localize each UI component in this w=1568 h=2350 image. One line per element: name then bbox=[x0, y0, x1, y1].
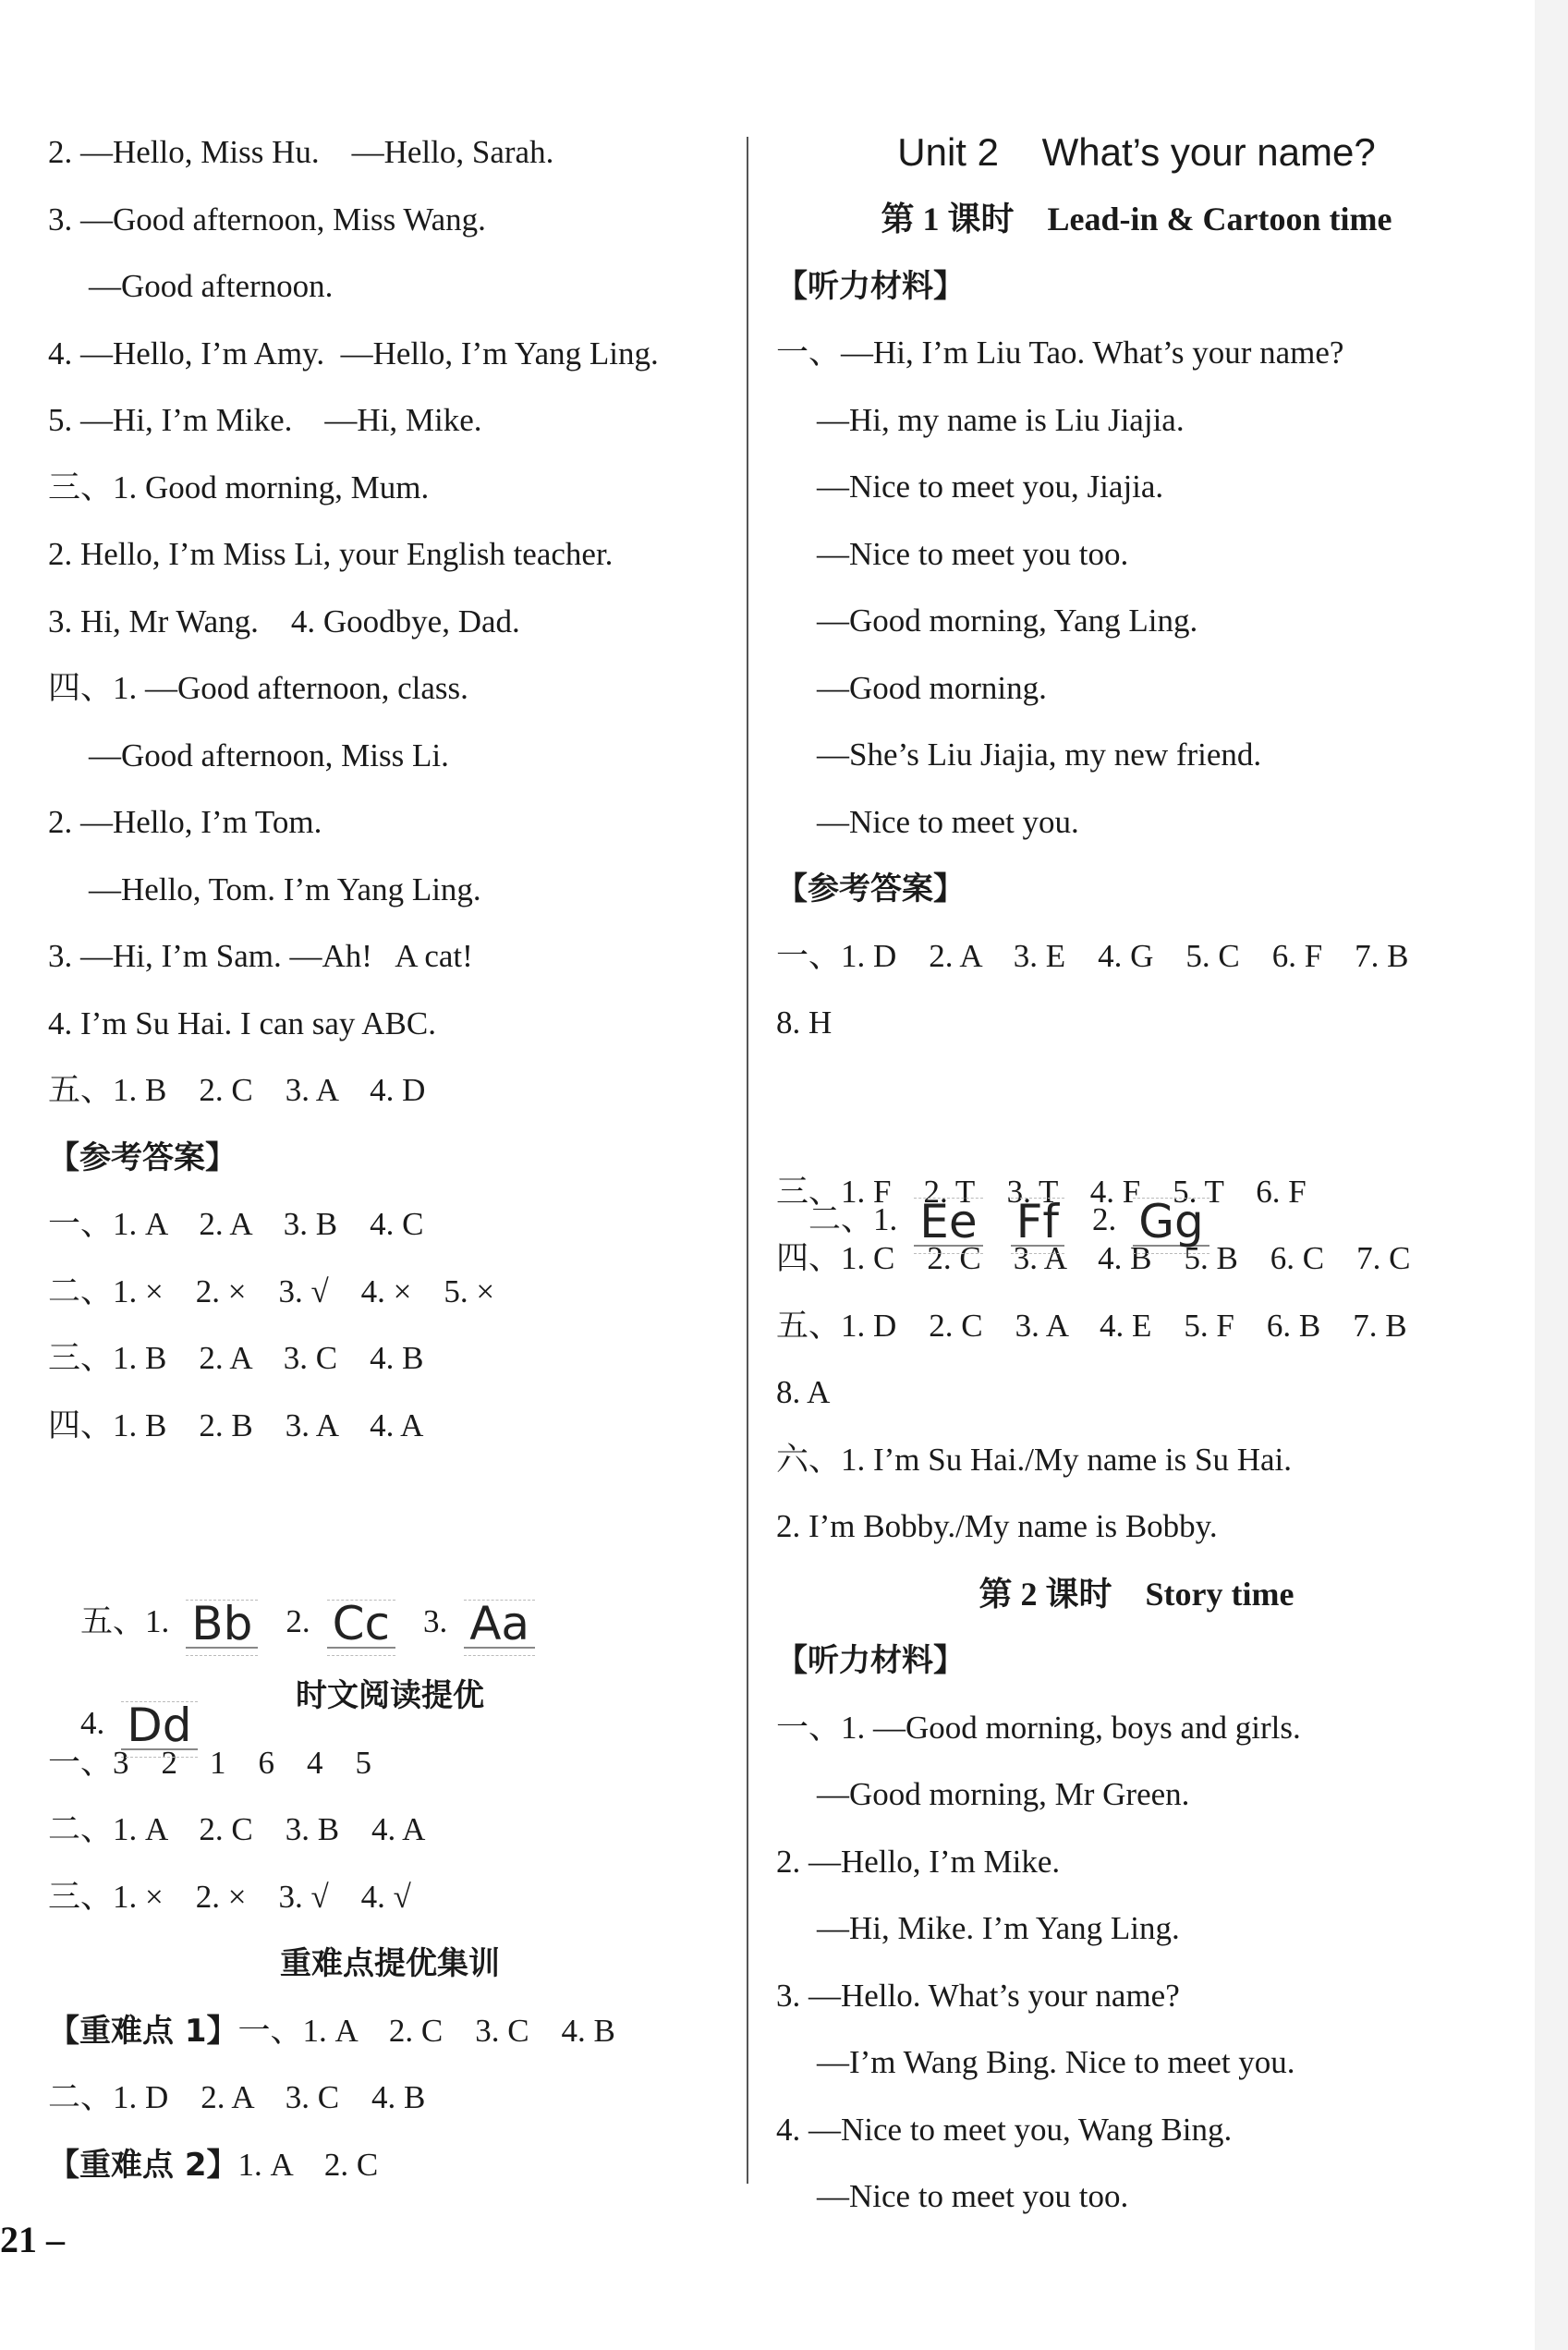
listening-line: 3. —Hello. What’s your name? bbox=[776, 1977, 1180, 2014]
answer-line: 三、1. × 2. × 3. √ 4. √ bbox=[48, 1878, 411, 1915]
listening-line: 2. —Hello, I’m Mike. bbox=[776, 1843, 1061, 1880]
answer-line: 五、1. D 2. C 3. A 4. E 5. F 6. B 7. B bbox=[776, 1307, 1407, 1344]
answer-line: 三、1. B 2. A 3. C 4. B bbox=[48, 1340, 424, 1376]
answer-line: 一、1. A 2. A 3. B 4. C bbox=[48, 1206, 424, 1242]
section-title: 重难点提优集训 bbox=[280, 1945, 500, 1982]
answer-line: 四、1. —Good afternoon, class. bbox=[48, 670, 468, 706]
answer-line: 二、1. D 2. A 3. C 4. B bbox=[48, 2079, 426, 2115]
listening-line: —Nice to meet you too. bbox=[817, 2178, 1129, 2214]
focus-answers: 1. A 2. C bbox=[237, 2146, 379, 2183]
column-divider bbox=[747, 137, 748, 2184]
answer-line: 4. I’m Su Hai. I can say ABC. bbox=[48, 1005, 436, 1041]
listening-line: 一、1. —Good morning, boys and girls. bbox=[776, 1709, 1301, 1746]
question-number: 2. bbox=[1092, 1200, 1117, 1237]
answer-line: 4. —Hello, I’m Amy. —Hello, I’m Yang Ling. bbox=[48, 335, 659, 371]
question-prefix: 二、1. bbox=[808, 1200, 898, 1237]
answer-line: 六、1. I’m Su Hai./My name is Su Hai. bbox=[776, 1441, 1293, 1478]
listening-line: —She’s Liu Jiajia, my new friend. bbox=[817, 737, 1262, 773]
answer-line: —Good afternoon. bbox=[89, 268, 334, 304]
unit-title: Unit 2 What’s your name? bbox=[897, 130, 1376, 174]
listening-line: 一、—Hi, I’m Liu Tao. What’s your name? bbox=[776, 335, 1344, 371]
answer-line: 3. —Good afternoon, Miss Wang. bbox=[48, 201, 486, 237]
right-column bbox=[776, 129, 1497, 2241]
handwritten-letters: Ee bbox=[914, 1198, 982, 1247]
listening-line: —Nice to meet you too. bbox=[817, 535, 1129, 572]
answer-line: 8. H bbox=[776, 1005, 833, 1041]
handwritten-letters: Cc bbox=[327, 1600, 395, 1649]
listening-line: —Good morning, Mr Green. bbox=[817, 1776, 1190, 1812]
listening-line: —I’m Wang Bing. Nice to meet you. bbox=[817, 2044, 1295, 2080]
question-prefix: 五、1. bbox=[80, 1603, 170, 1639]
answer-line: 2. —Hello, I’m Tom. bbox=[48, 804, 322, 840]
section-title: 时文阅读提优 bbox=[296, 1677, 484, 1714]
answer-line: 一、3 2 1 6 4 5 bbox=[48, 1744, 372, 1781]
answer-line: —Hello, Tom. I’m Yang Ling. bbox=[89, 871, 481, 907]
handwritten-letters: Dd bbox=[121, 1701, 197, 1750]
listening-line: —Hi, Mike. I’m Yang Ling. bbox=[817, 1910, 1180, 1946]
listening-header: 【听力材料】 bbox=[776, 1642, 965, 1679]
answer-line: 3. Hi, Mr Wang. 4. Goodbye, Dad. bbox=[48, 603, 520, 639]
answer-line: 四、1. C 2. C 3. A 4. B 5. B 6. C 7. C bbox=[776, 1240, 1411, 1276]
question-number: 2. bbox=[286, 1603, 310, 1639]
answer-line: 五、1. B 2. C 3. A 4. D bbox=[48, 1072, 426, 1108]
answer-line bbox=[48, 2142, 732, 2210]
listening-line: —Good morning, Yang Ling. bbox=[817, 603, 1198, 639]
focus-label: 【重难点 1】 bbox=[48, 2012, 238, 2050]
answer-line: 二、1. × 2. × 3. √ 4. × 5. × bbox=[48, 1272, 495, 1309]
answer-line: 8. A bbox=[776, 1374, 831, 1410]
handwritten-letters: Aa bbox=[464, 1600, 535, 1649]
question-number: 4. bbox=[80, 1705, 105, 1741]
lesson-title: 第 2 课时 Story time bbox=[978, 1575, 1295, 1613]
lesson-title: 第 1 课时 Lead-in & Cartoon time bbox=[881, 201, 1392, 237]
answer-line: 四、1. B 2. B 3. A 4. A bbox=[48, 1406, 424, 1443]
answer-line: 一、1. D 2. A 3. E 4. G 5. C 6. F 7. B bbox=[776, 937, 1409, 974]
answer-line: 3. —Hi, I’m Sam. —Ah! A cat! bbox=[48, 938, 473, 974]
listening-line: —Nice to meet you, Jiajia. bbox=[817, 469, 1164, 505]
page-number: 21 – bbox=[0, 2219, 65, 2260]
answers-header: 【参考答案】 bbox=[48, 1138, 237, 1176]
answer-line: 三、1. Good morning, Mum. bbox=[48, 469, 430, 505]
listening-line: 4. —Nice to meet you, Wang Bing. bbox=[776, 2111, 1233, 2148]
handwritten-letters: Bb bbox=[186, 1600, 258, 1649]
handwritten-letters: Gg bbox=[1133, 1198, 1209, 1247]
focus-label: 【重难点 2】 bbox=[48, 2146, 238, 2184]
answer-line: 5. —Hi, I’m Mike. —Hi, Mike. bbox=[48, 402, 482, 438]
answer-line: 2. Hello, I’m Miss Li, your English teacher. bbox=[48, 536, 614, 572]
listening-line: —Hi, my name is Liu Jiajia. bbox=[817, 401, 1185, 438]
answer-line: 2. —Hello, Miss Hu. —Hello, Sarah. bbox=[48, 134, 554, 170]
page-edge-shade bbox=[1535, 0, 1568, 2350]
answer-line: —Good afternoon, Miss Li. bbox=[89, 737, 449, 773]
listening-header: 【听力材料】 bbox=[776, 267, 965, 305]
listening-line: —Nice to meet you. bbox=[817, 803, 1079, 840]
answer-line: 三、1. F 2. T 3. T 4. F 5. T 6. F bbox=[776, 1173, 1307, 1210]
answer-line bbox=[48, 2008, 732, 2076]
answer-line: 二、1. A 2. C 3. B 4. A bbox=[48, 1811, 426, 1847]
handwriting-row bbox=[48, 1469, 732, 1651]
handwritten-letters: Ff bbox=[1011, 1198, 1064, 1247]
question-number: 3. bbox=[422, 1603, 448, 1639]
focus-answers: 一、1. A 2. C 3. C 4. B bbox=[237, 2012, 615, 2049]
answer-line: 2. I’m Bobby./My name is Bobby. bbox=[776, 1508, 1218, 1544]
answers-header: 【参考答案】 bbox=[776, 871, 965, 907]
left-column bbox=[48, 129, 732, 2209]
listening-line: —Good morning. bbox=[817, 669, 1047, 706]
